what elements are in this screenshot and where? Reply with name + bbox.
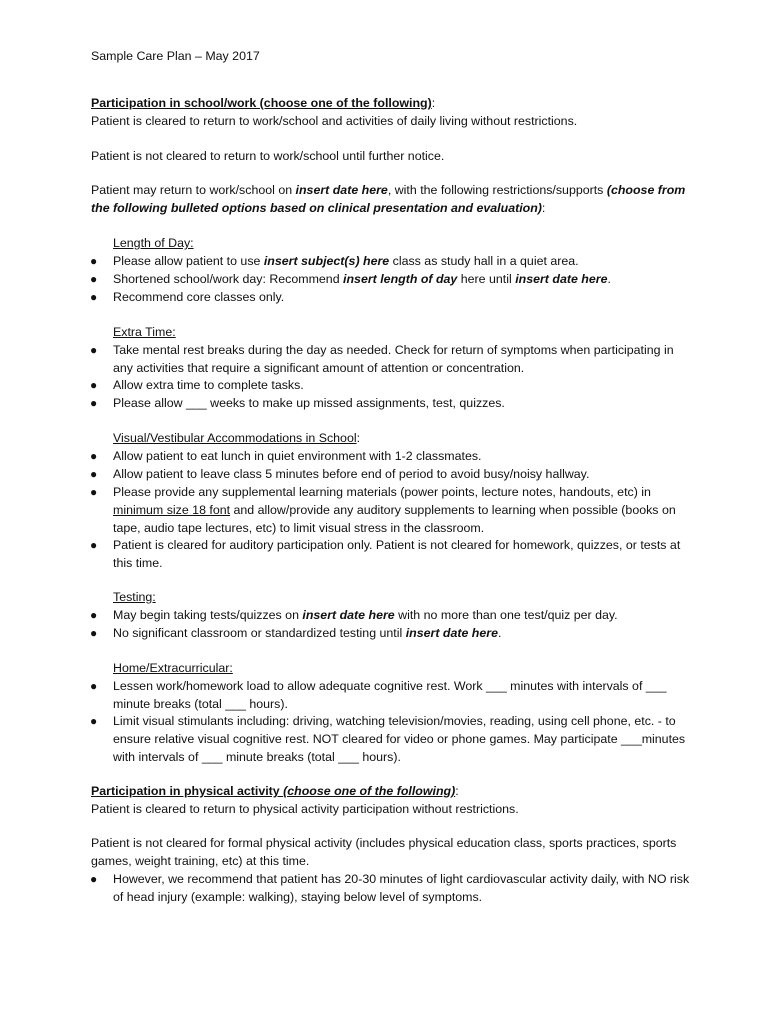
bullet-icon: ● xyxy=(90,254,98,268)
school-heading: Participation in school/work (choose one of the following): xyxy=(91,96,436,110)
list-item: No significant classroom or standardized testing until insert date here. xyxy=(113,626,502,640)
bullet-icon: ● xyxy=(90,626,98,640)
physical-option-cleared: Patient is cleared to return to physical activity participation without restrictions. xyxy=(91,802,519,816)
document-title: Sample Care Plan – May 2017 xyxy=(91,49,260,63)
extra-time-heading: Extra Time: xyxy=(113,325,176,339)
list-item: Allow patient to leave class 5 minutes before end of period to avoid busy/noisy hallway. xyxy=(113,467,590,481)
bullet-icon: ● xyxy=(90,679,98,693)
bullet-icon: ● xyxy=(90,272,98,286)
physical-heading: Participation in physical activity (choose one of the following): xyxy=(91,784,459,798)
testing-heading: Testing: xyxy=(113,590,156,604)
list-item: Take mental rest breaks during the day as needed. Check for return of symptoms when participating in any activities that require a significant amount of attention or concentration. xyxy=(113,343,674,375)
physical-option-not-cleared: Patient is not cleared for formal physical activity (includes physical education class, sports practices, sports games, weight training, etc) at this time. xyxy=(91,836,677,868)
school-option-restrictions: Patient may return to work/school on insert date here, with the following restrictions/supports (choose from the following bulleted options based on clinical presentation and evaluation): xyxy=(91,183,686,215)
list-item: Limit visual stimulants including: driving, watching television/movies, reading, using cell phone, etc. - to ensure relative visual cognitive rest. NOT cleared for video or phone games. May participate ___minutes with intervals of ___ minute breaks (total ___ hours). xyxy=(113,714,686,764)
bullet-icon: ● xyxy=(90,467,98,481)
bullet-icon: ● xyxy=(90,396,98,410)
bullet-icon: ● xyxy=(90,538,98,552)
home-heading: Home/Extracurricular: xyxy=(113,661,233,675)
bullet-icon: ● xyxy=(90,449,98,463)
bullet-icon: ● xyxy=(90,343,98,357)
list-item: Please provide any supplemental learning materials (power points, lecture notes, handouts, etc) in minimum size 18 font and allow/provide any auditory supplements to learning when possible (books on tape, audio tape lectures, etc) to limit visual stress in the classroom. xyxy=(113,485,676,535)
bullet-icon: ● xyxy=(90,485,98,499)
list-item: Lessen work/homework load to allow adequate cognitive rest. Work ___ minutes with intervals of ___ minute breaks (total ___ hours). xyxy=(113,679,667,711)
bullet-icon: ● xyxy=(90,872,98,886)
list-item: However, we recommend that patient has 20-30 minutes of light cardiovascular activity daily, with NO risk of head injury (example: walking), staying below level of symptoms. xyxy=(113,872,690,904)
list-item: Please allow patient to use insert subject(s) here class as study hall in a quiet area. xyxy=(113,254,579,268)
list-item: Recommend core classes only. xyxy=(113,290,285,304)
list-item: Shortened school/work day: Recommend insert length of day here until insert date here. xyxy=(113,272,611,286)
length-of-day-heading: Length of Day: xyxy=(113,236,194,250)
list-item: Allow extra time to complete tasks. xyxy=(113,378,304,392)
list-item: Patient is cleared for auditory participation only. Patient is not cleared for homework, quizzes, or tests at this time. xyxy=(113,538,681,570)
bullet-icon: ● xyxy=(90,290,98,304)
bullet-icon: ● xyxy=(90,378,98,392)
visual-heading: Visual/Vestibular Accommodations in School: xyxy=(113,431,361,445)
list-item: Please allow ___ weeks to make up missed assignments, test, quizzes. xyxy=(113,396,505,410)
school-option-cleared: Patient is cleared to return to work/school and activities of daily living without restrictions. xyxy=(91,114,578,128)
bullet-icon: ● xyxy=(90,608,98,622)
list-item: May begin taking tests/quizzes on insert date here with no more than one test/quiz per day. xyxy=(113,608,618,622)
bullet-icon: ● xyxy=(90,714,98,728)
school-option-not-cleared: Patient is not cleared to return to work/school until further notice. xyxy=(91,149,445,163)
list-item: Allow patient to eat lunch in quiet environment with 1-2 classmates. xyxy=(113,449,482,463)
